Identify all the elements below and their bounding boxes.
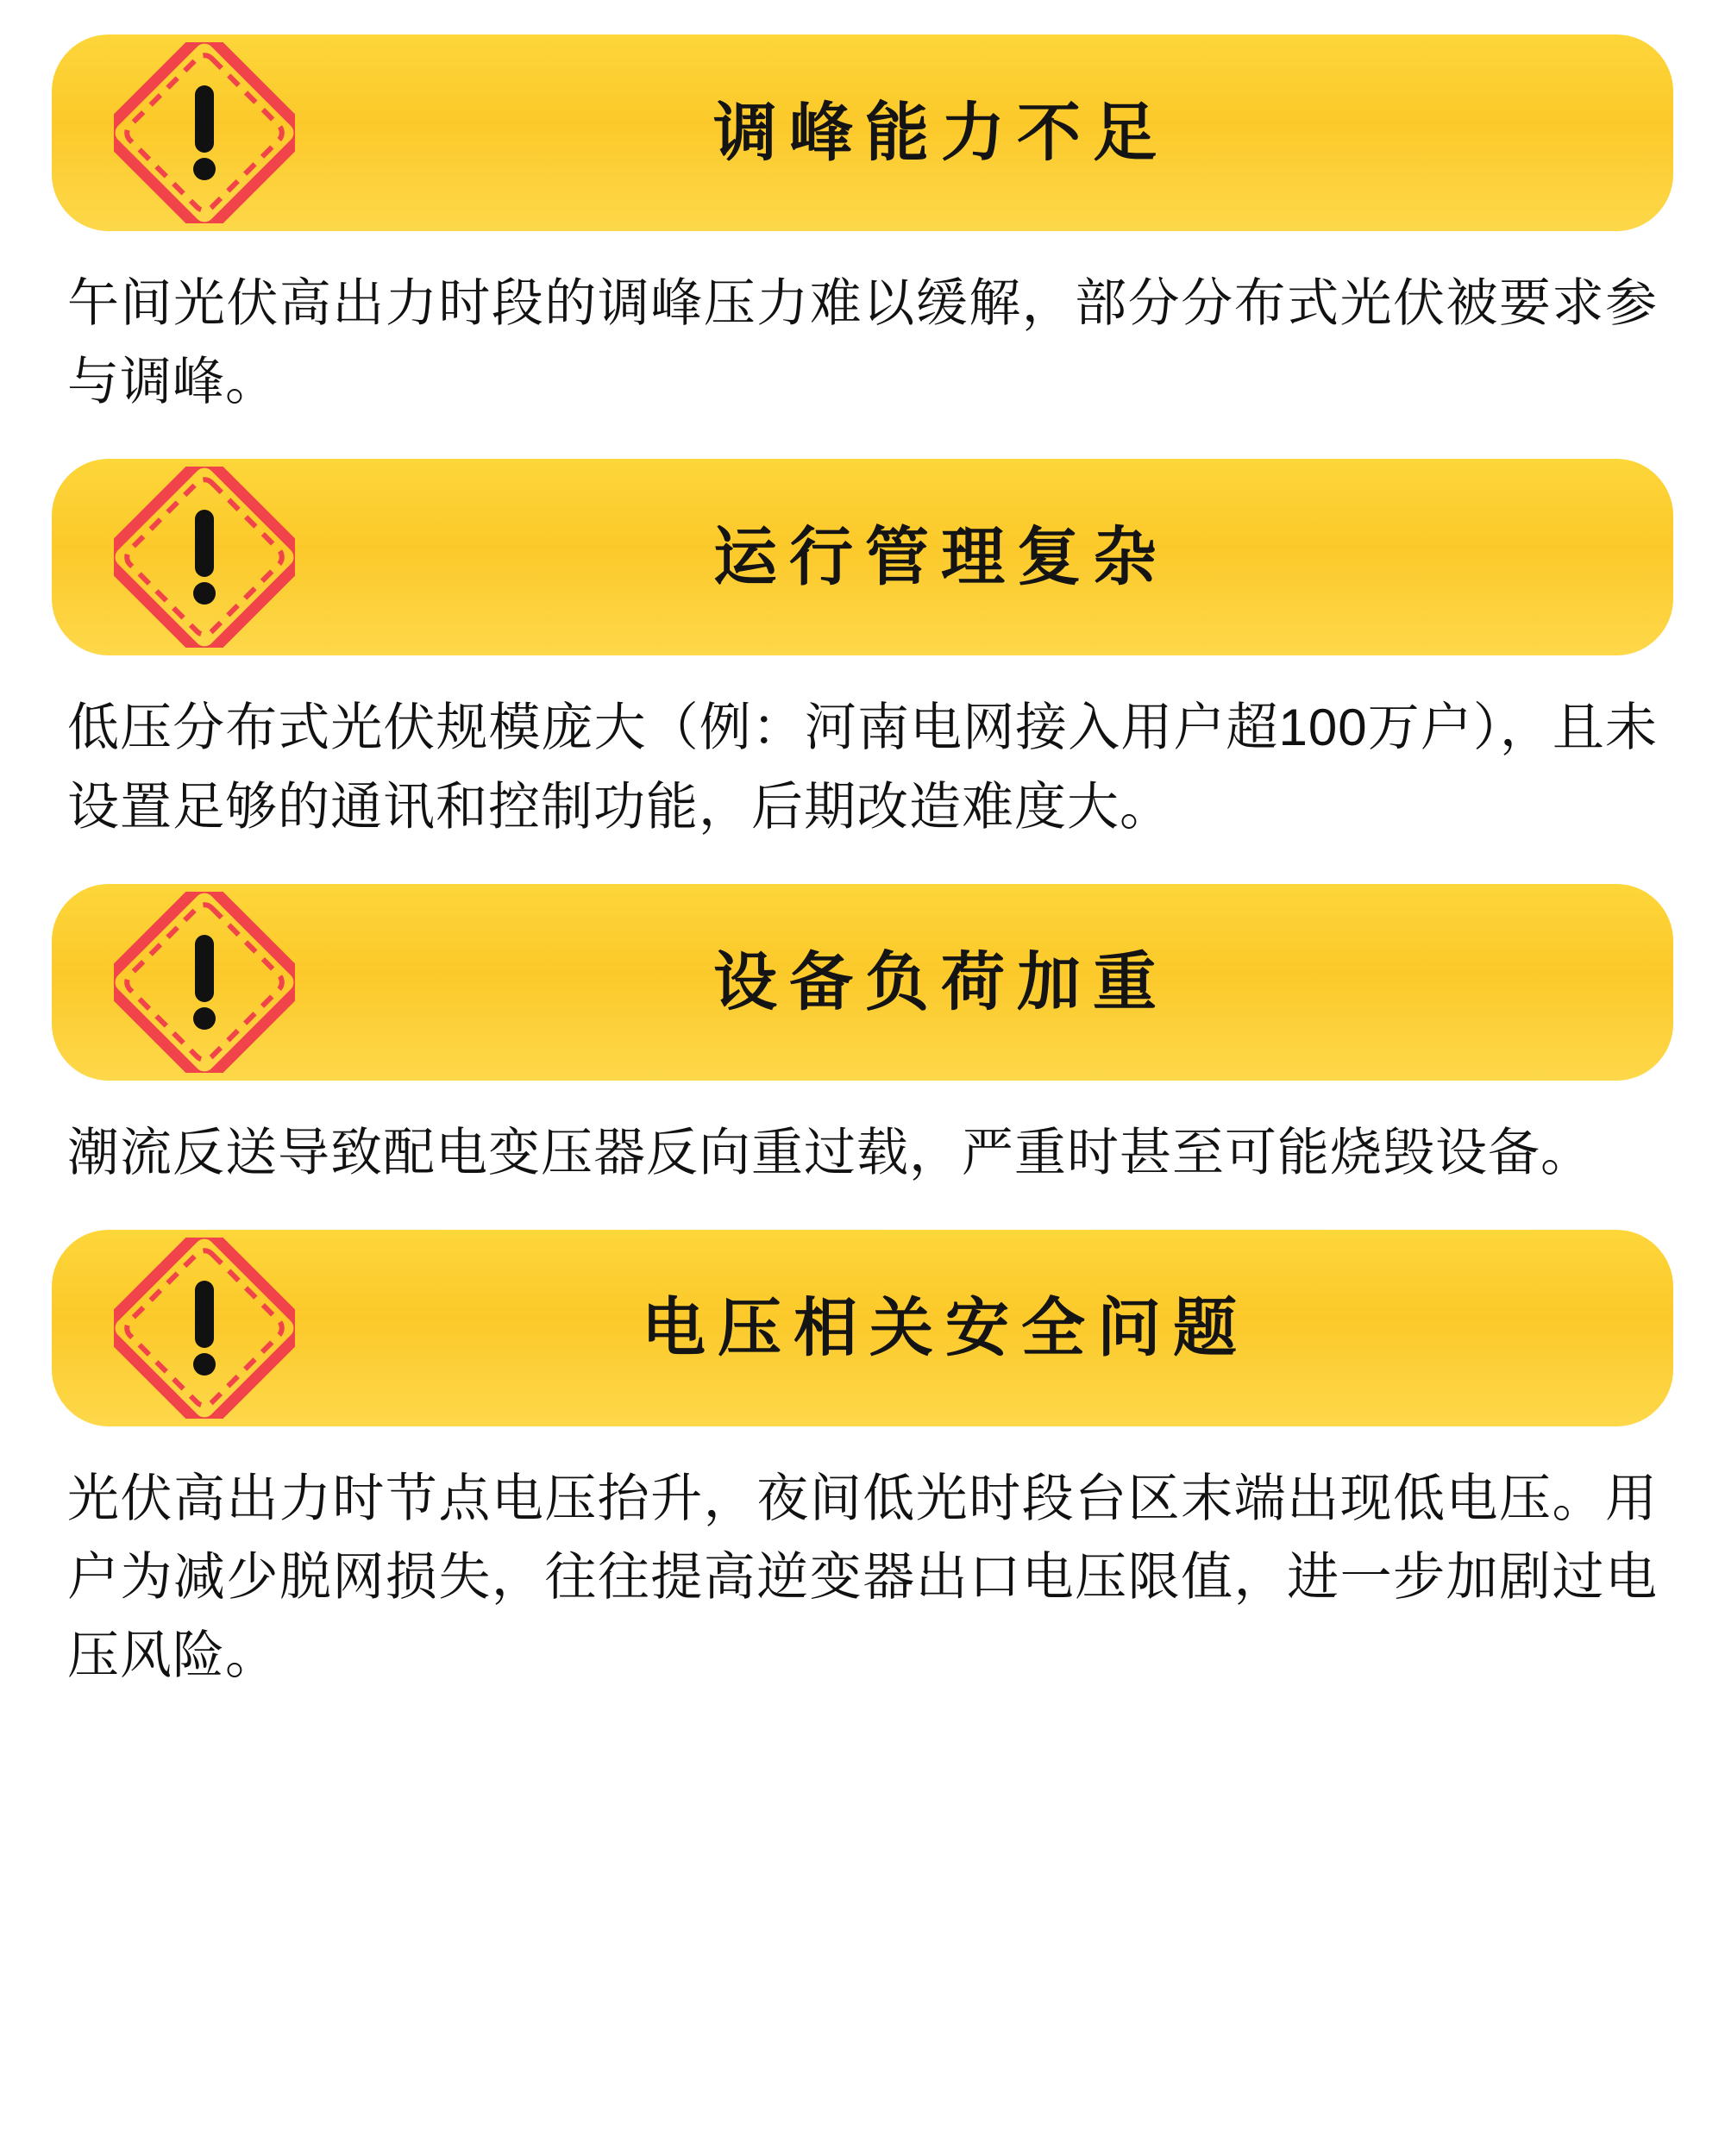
section-header-banner: [52, 1230, 1673, 1426]
section-voltage-safety: [52, 1230, 1673, 1695]
section-equipment-load: [52, 884, 1673, 1192]
section-body-text: 光伏高出力时节点电压抬升，夜间低光时段台区末端出现低电压。用户为减少脱网损失，往往提高逆变器出口电压限值，进一步加剧过电压风险。: [67, 1469, 1658, 1685]
section-body-text: 低压分布式光伏规模庞大（例：河南电网接入用户超100万户），且未设置足够的通讯和控制功能，后期改造难度大。: [67, 699, 1658, 836]
section-title: 调峰能力不足: [713, 97, 1169, 168]
banner-inner: [52, 1238, 1673, 1419]
banner-inner: [52, 892, 1673, 1073]
banner-inner: [52, 42, 1673, 223]
section-title: 运行管理复杂: [713, 521, 1169, 593]
warning-triangle-exclamation-icon: [114, 467, 295, 648]
section-header-banner: [52, 459, 1673, 655]
section-operation-management: [52, 459, 1673, 845]
warning-triangle-exclamation-icon: [114, 42, 295, 223]
banner-inner: [52, 467, 1673, 648]
section-peak-regulation: [52, 34, 1673, 421]
section-body-text: 潮流反送导致配电变压器反向重过载，严重时甚至可能烧毁设备。: [67, 1123, 1593, 1181]
section-body-text: 午间光伏高出力时段的调峰压力难以缓解，部分分布式光伏被要求参与调峰。: [67, 274, 1658, 411]
section-title: 电压相关安全问题: [642, 1291, 1249, 1363]
warning-triangle-exclamation-icon: [114, 892, 295, 1073]
section-header-banner: [52, 34, 1673, 231]
section-header-banner: [52, 884, 1673, 1081]
section-title: 设备负荷加重: [713, 945, 1169, 1018]
warning-triangle-exclamation-icon: [114, 1238, 295, 1419]
